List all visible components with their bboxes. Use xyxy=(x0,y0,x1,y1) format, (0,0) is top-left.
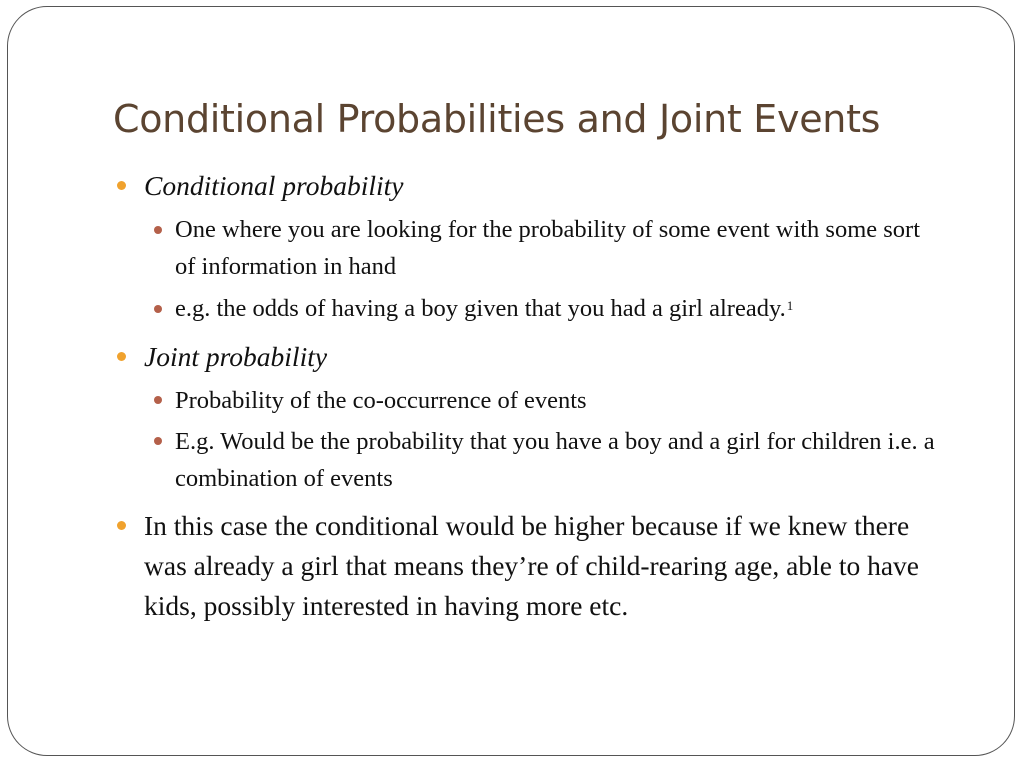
slide-title: Conditional Probabilities and Joint Events xyxy=(113,97,881,141)
sub-bullet-conditional-example xyxy=(175,290,965,327)
sub-bullet-conditional-definition: One where you are looking for the probability of some event with some sort of information in hand xyxy=(175,216,921,280)
level2-bullet-icon xyxy=(154,437,162,445)
bullet-joint-probability: Joint probability xyxy=(144,341,328,372)
bullet-conclusion: In this case the conditional would be higher because if we knew there was already a girl that means they’re of child-rearing age, able to have kids, possibly interested in having more etc. xyxy=(144,510,919,621)
sub-bullet-conditional-example-text: e.g. the odds of having a boy given that you had a girl already. xyxy=(175,295,786,322)
level1-bullet-icon xyxy=(117,521,126,530)
sub-bullet-joint-example: E.g. Would be the probability that you have a boy and a girl for children i.e. a combination of events xyxy=(175,428,935,492)
sub-bullet-joint-definition: Probability of the co-occurrence of events xyxy=(175,387,587,414)
level2-bullet-icon xyxy=(154,396,162,404)
level2-bullet-icon xyxy=(154,305,162,313)
level2-bullet-icon xyxy=(154,226,162,234)
footnote-marker: 1 xyxy=(786,298,794,313)
bullet-conditional-probability: Conditional probability xyxy=(144,170,404,201)
level1-bullet-icon xyxy=(117,352,126,361)
level1-bullet-icon xyxy=(117,181,126,190)
